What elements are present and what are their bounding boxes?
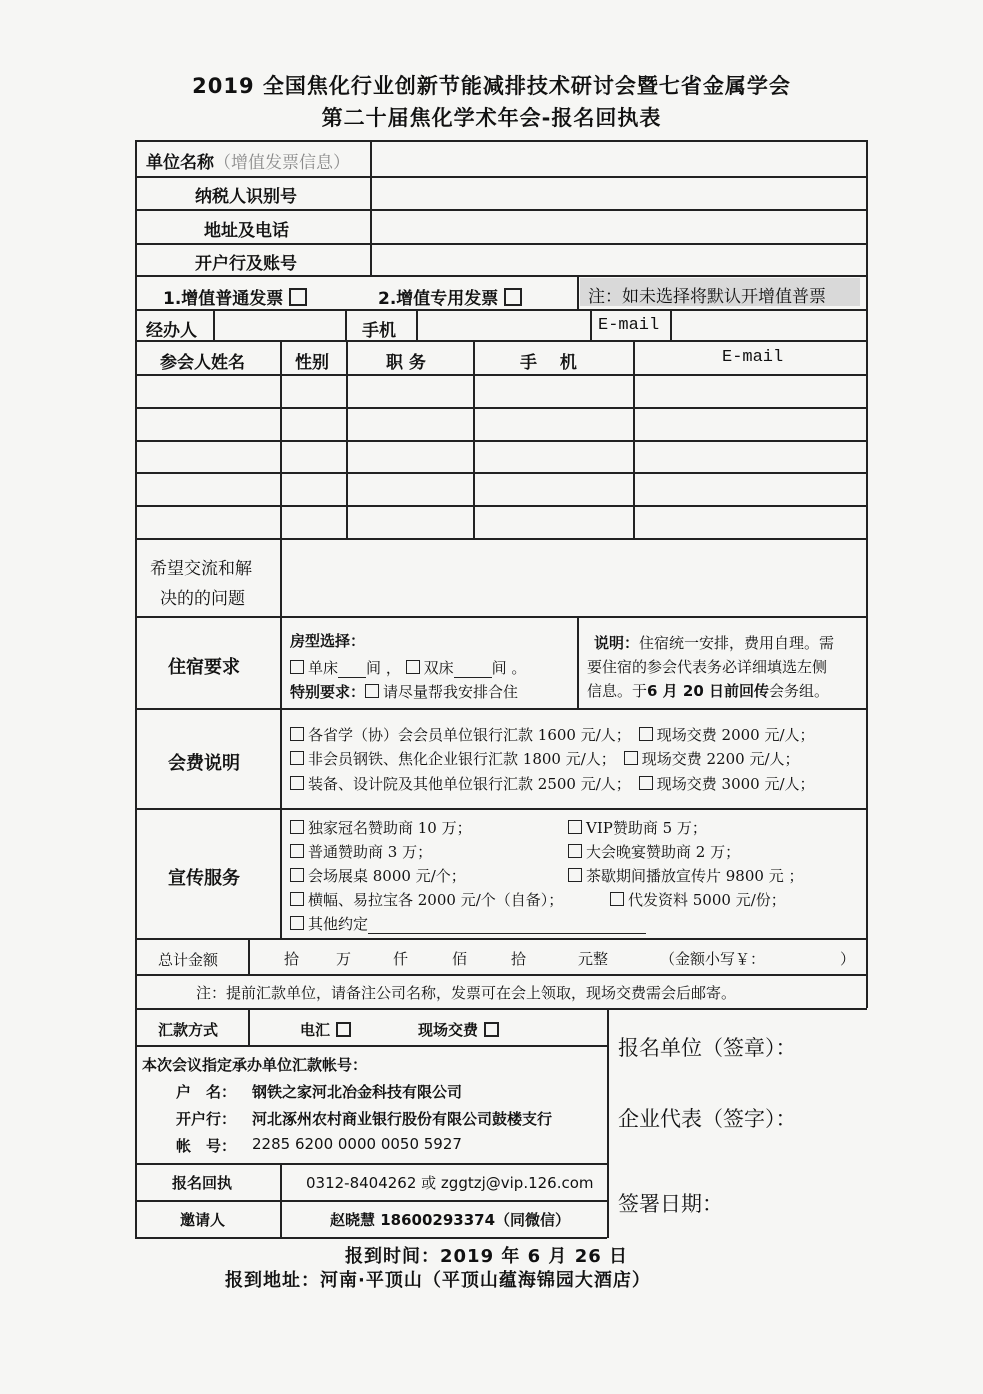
- promo-checkbox[interactable]: [290, 820, 304, 834]
- payment-wire-option[interactable]: 电汇: [300, 1019, 351, 1040]
- issues-label-line1: 希望交流和解: [150, 559, 252, 579]
- account-name-label: 户 名：: [176, 1083, 237, 1101]
- promo-option: 横幅、易拉宝各 2000 元/个（自备）；: [290, 889, 563, 910]
- handler-field[interactable]: [216, 312, 343, 338]
- handler-email-label: E-mail: [598, 316, 660, 335]
- special-request: 特别要求： 请尽量帮我安排合住: [290, 683, 519, 701]
- promo-label: 宣传服务: [168, 868, 240, 889]
- bank-account-field[interactable]: [373, 246, 865, 273]
- fees-label: 会费说明: [168, 753, 240, 774]
- issues-label-line2: 决的的问题: [160, 589, 245, 609]
- total-unit: 仟: [393, 950, 409, 968]
- fee-line: 非会员钢铁、焦化企业银行汇款 1800 元/人； 现场交费 2200 元/人；: [290, 748, 800, 769]
- attendee-row[interactable]: [138, 377, 864, 405]
- signature-date-label: 签署日期：: [618, 1192, 723, 1216]
- signature-rep-label: 企业代表（签字）：: [618, 1107, 797, 1131]
- promo-other: 其他约定: [290, 913, 646, 934]
- promo-option: 独家冠名赞助商 10 万；: [290, 817, 472, 838]
- attendee-row[interactable]: [138, 443, 864, 470]
- invoice-option-special[interactable]: 2.增值专用发票: [378, 284, 522, 309]
- promo-option: 会场展桌 8000 元/个；: [290, 865, 466, 886]
- promo-checkbox[interactable]: [568, 844, 582, 858]
- attendee-row[interactable]: [138, 508, 864, 536]
- handler-label: 经办人: [146, 321, 197, 341]
- wire-checkbox[interactable]: [336, 1022, 351, 1037]
- fee-member-onsite-checkbox[interactable]: [639, 727, 653, 741]
- checkin-address: 报到地址：河南·平顶山（平顶山蕴海锦园大酒店）: [225, 1270, 651, 1291]
- onsite-checkbox[interactable]: [484, 1022, 499, 1037]
- fee-nonmember-onsite-checkbox[interactable]: [624, 751, 638, 765]
- double-room-checkbox[interactable]: [406, 660, 420, 674]
- handler-phone-field[interactable]: [419, 312, 588, 338]
- total-unit: 万: [336, 950, 352, 968]
- total-close: ）: [840, 950, 856, 968]
- inviter-label: 邀请人: [180, 1211, 226, 1229]
- invoice-note: 注：如未选择将默认开增值普票: [588, 287, 826, 307]
- attendee-title-header: 职 务: [386, 353, 426, 373]
- promo-option: 代发资料 5000 元/份；: [610, 889, 786, 910]
- total-unit: 佰: [452, 950, 468, 968]
- fee-line: 装备、设计院及其他单位银行汇款 2500 元/人； 现场交费 3000 元/人；: [290, 773, 815, 794]
- inviter-value: 赵晓慧 18600293374（同微信）: [330, 1211, 571, 1229]
- account-number-label: 帐 号：: [176, 1137, 237, 1155]
- lodging-note-line2: 要住宿的参会代表务必详细填选左侧: [587, 658, 828, 676]
- promo-checkbox[interactable]: [568, 868, 582, 882]
- fee-equipment-bank-checkbox[interactable]: [290, 776, 304, 790]
- attendee-gender-header: 性别: [295, 353, 329, 373]
- fee-line: 各省学（协）会会员单位银行汇款 1600 元/人； 现场交费 2000 元/人；: [290, 724, 815, 745]
- total-unit: 元整: [578, 950, 609, 968]
- attendee-row[interactable]: [138, 410, 864, 438]
- promo-option: 大会晚宴赞助商 2 万；: [568, 841, 740, 862]
- handler-phone-label: 手机: [362, 321, 396, 341]
- issues-field[interactable]: [283, 541, 864, 614]
- promo-checkbox[interactable]: [290, 868, 304, 882]
- bank-account-label: 开户行及账号: [195, 254, 297, 274]
- fee-nonmember-bank-checkbox[interactable]: [290, 751, 304, 765]
- special-invoice-checkbox[interactable]: [504, 288, 522, 306]
- promo-checkbox[interactable]: [610, 892, 624, 906]
- single-room-count[interactable]: [338, 659, 366, 678]
- tax-id-field[interactable]: [373, 179, 865, 207]
- account-number-value: 2285 6200 0000 0050 5927: [252, 1135, 462, 1153]
- share-room-checkbox[interactable]: [365, 684, 379, 698]
- double-room-count[interactable]: [454, 659, 492, 678]
- promo-checkbox[interactable]: [290, 844, 304, 858]
- unit-name-field[interactable]: [373, 143, 865, 174]
- attendee-name-header: 参会人姓名: [160, 353, 245, 373]
- total-label: 总计金额: [158, 951, 219, 969]
- account-bank-value: 河北涿州农村商业银行股份有限公司鼓楼支行: [252, 1110, 553, 1128]
- ordinary-invoice-checkbox[interactable]: [289, 288, 307, 306]
- attendee-row[interactable]: [138, 475, 864, 503]
- promo-checkbox[interactable]: [290, 892, 304, 906]
- promo-other-field[interactable]: [368, 915, 646, 934]
- total-small-label: （金额小写￥：: [660, 950, 766, 968]
- account-name-value: 钢铁之家河北冶金科技有限公司: [252, 1083, 463, 1101]
- promo-option: VIP赞助商 5 万；: [568, 817, 707, 838]
- payment-onsite-option[interactable]: 现场交费: [418, 1019, 499, 1040]
- promo-other-checkbox[interactable]: [290, 916, 304, 930]
- signature-unit-label: 报名单位（签章）：: [618, 1036, 797, 1060]
- lodging-label: 住宿要求: [168, 657, 240, 678]
- unit-name-label: 单位名称（增值发票信息）: [146, 153, 350, 173]
- promo-option: 普通赞助商 3 万；: [290, 841, 432, 862]
- promo-checkbox[interactable]: [568, 820, 582, 834]
- lodging-note-line1: 说明：住宿统一安排，费用自理。需: [594, 634, 835, 652]
- room-type-label: 房型选择：: [290, 632, 366, 650]
- promo-option: 茶歇期间播放宣传片 9800 元 ；: [568, 865, 803, 886]
- payment-remark: 注：提前汇款单位，请备注公司名称，发票可在会上领取，现场交费需会后邮寄。: [196, 984, 737, 1002]
- fee-equipment-onsite-checkbox[interactable]: [639, 776, 653, 790]
- total-unit: 拾: [284, 950, 300, 968]
- checkin-time: 报到时间：2019 年 6 月 26 日: [345, 1246, 629, 1267]
- signature-area[interactable]: [612, 1012, 864, 1234]
- handler-email-field[interactable]: [673, 312, 864, 338]
- single-room-checkbox[interactable]: [290, 660, 304, 674]
- document-title-line2: 第二十届焦化学术年会-报名回执表: [321, 106, 662, 130]
- account-title: 本次会议指定承办单位汇款帐号：: [142, 1056, 368, 1074]
- address-phone-label: 地址及电话: [204, 221, 289, 241]
- invoice-option-ordinary[interactable]: 1.增值普通发票: [163, 284, 307, 309]
- room-options: 单床 间 ， 双床 间 。: [290, 657, 526, 678]
- attendee-email-header: E-mail: [722, 348, 784, 367]
- total-unit: 拾: [511, 950, 527, 968]
- document-title-line1: 2019 全国焦化行业创新节能减排技术研讨会暨七省金属学会: [192, 74, 791, 98]
- total-amount-field[interactable]: [251, 941, 863, 972]
- reply-label: 报名回执: [172, 1174, 233, 1192]
- attendee-phone-header: 手 机: [520, 353, 577, 373]
- lodging-note-line3: 信息。于6 月 20 日前回传会务组。: [587, 682, 830, 700]
- payment-method-label: 汇款方式: [158, 1021, 219, 1039]
- account-bank-label: 开户行：: [176, 1110, 237, 1128]
- tax-id-label: 纳税人识别号: [195, 187, 297, 207]
- address-phone-field[interactable]: [373, 212, 865, 241]
- fee-member-bank-checkbox[interactable]: [290, 727, 304, 741]
- reply-contact: 0312-8404262 或 zggtzj@vip.126.com: [306, 1174, 594, 1192]
